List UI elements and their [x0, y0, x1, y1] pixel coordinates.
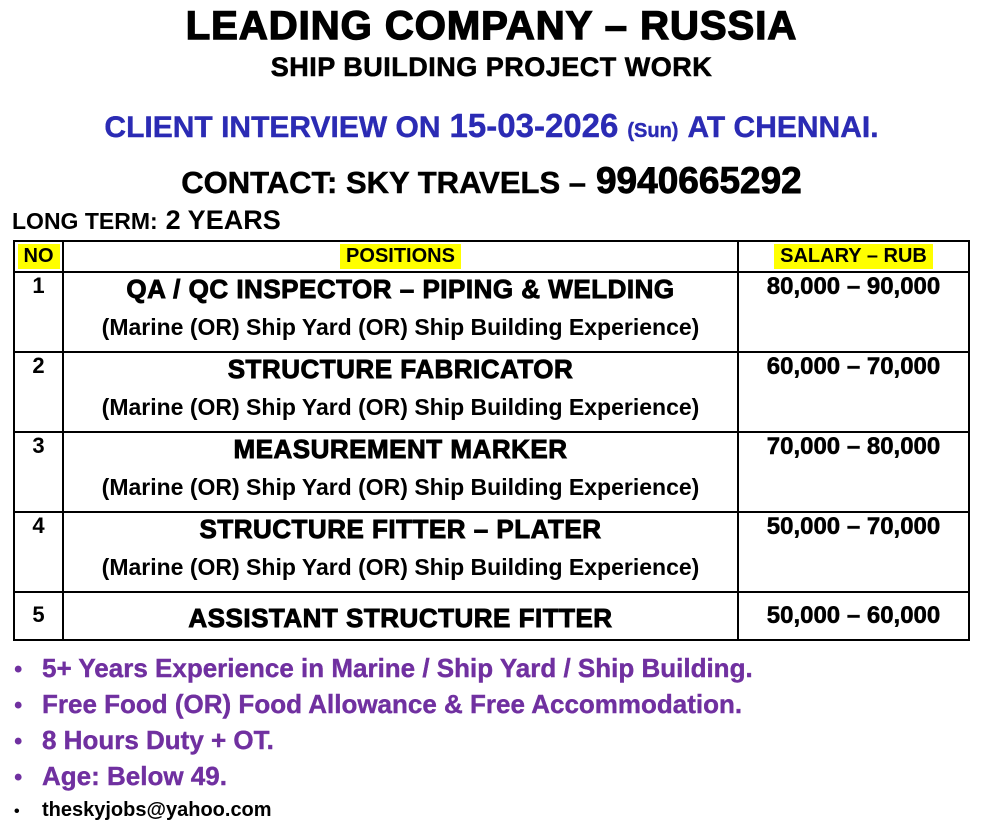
- position-cell: [63, 512, 738, 592]
- positions-table: [13, 240, 970, 641]
- bullet-icon: •: [14, 728, 23, 755]
- note-text: 5+ Years Experience in Marine / Ship Yard / Ship Building.: [42, 653, 753, 683]
- note-text: Free Food (OR) Food Allowance & Free Accommodation.: [42, 689, 743, 719]
- row-number: 2: [14, 352, 63, 432]
- interview-location: AT CHENNAI.: [687, 111, 879, 144]
- position-experience: (Marine (OR) Ship Yard (OR) Ship Building Experience): [101, 394, 700, 420]
- row-number: 4: [14, 512, 63, 592]
- table-header-row: [14, 241, 969, 272]
- note-item: [14, 687, 983, 723]
- header-no: NO: [18, 244, 60, 269]
- position-cell: [63, 432, 738, 512]
- position-cell: [63, 592, 738, 640]
- interview-prefix: CLIENT INTERVIEW ON: [104, 111, 441, 144]
- table-row: [14, 352, 969, 432]
- position-title: STRUCTURE FABRICATOR: [227, 354, 574, 384]
- email-item: [14, 797, 983, 820]
- notes-section: [14, 651, 983, 820]
- term-line: [12, 207, 983, 234]
- salary-cell: 50,000 – 70,000: [738, 512, 969, 592]
- page-title: LEADING COMPANY – RUSSIA: [185, 4, 798, 48]
- interview-date: 15-03-2026: [449, 107, 619, 144]
- position-cell: [63, 352, 738, 432]
- contact-label: CONTACT: SKY TRAVELS –: [181, 165, 586, 200]
- note-text: Age: Below 49.: [42, 761, 227, 791]
- position-title: MEASUREMENT MARKER: [233, 434, 568, 464]
- bullet-icon: •: [14, 656, 23, 683]
- note-item: [14, 651, 983, 687]
- table-row: [14, 512, 969, 592]
- note-item: [14, 723, 983, 759]
- salary-cell: 50,000 – 60,000: [738, 592, 969, 640]
- header-cell-no: [14, 241, 63, 272]
- position-title: STRUCTURE FITTER – PLATER: [199, 514, 602, 544]
- row-number: 1: [14, 272, 63, 352]
- row-number: 5: [14, 592, 63, 640]
- salary-cell: 60,000 – 70,000: [738, 352, 969, 432]
- table-row: [14, 432, 969, 512]
- row-number: 3: [14, 432, 63, 512]
- bullet-icon: •: [14, 803, 20, 820]
- bullet-icon: •: [14, 692, 23, 719]
- position-title: ASSISTANT STRUCTURE FITTER: [188, 603, 613, 633]
- position-experience: (Marine (OR) Ship Yard (OR) Ship Building Experience): [101, 314, 700, 340]
- table-row: [14, 592, 969, 640]
- interview-line: [0, 106, 983, 151]
- note-item: [14, 759, 983, 795]
- contact-phone: 9940665292: [595, 160, 802, 201]
- header-salary: SALARY – RUB: [774, 244, 933, 269]
- interview-day: (Sun): [627, 120, 679, 142]
- table-row: [14, 272, 969, 352]
- position-title: QA / QC INSPECTOR – PIPING & WELDING: [126, 274, 675, 304]
- note-text: 8 Hours Duty + OT.: [42, 725, 274, 755]
- position-cell: [63, 272, 738, 352]
- page-subtitle: SHIP BUILDING PROJECT WORK: [270, 52, 713, 82]
- position-experience: (Marine (OR) Ship Yard (OR) Ship Building Experience): [101, 474, 700, 500]
- bullet-icon: •: [14, 764, 23, 791]
- header-cell-positions: [63, 241, 738, 272]
- salary-cell: 70,000 – 80,000: [738, 432, 969, 512]
- contact-email: theskyjobs@yahoo.com: [42, 799, 272, 820]
- term-label: LONG TERM:: [12, 208, 158, 234]
- salary-cell: 80,000 – 90,000: [738, 272, 969, 352]
- term-value: 2 YEARS: [165, 205, 281, 235]
- contact-line: [0, 159, 983, 205]
- position-experience: (Marine (OR) Ship Yard (OR) Ship Building Experience): [101, 554, 700, 580]
- header-cell-salary: [738, 241, 969, 272]
- header-positions: POSITIONS: [340, 244, 461, 269]
